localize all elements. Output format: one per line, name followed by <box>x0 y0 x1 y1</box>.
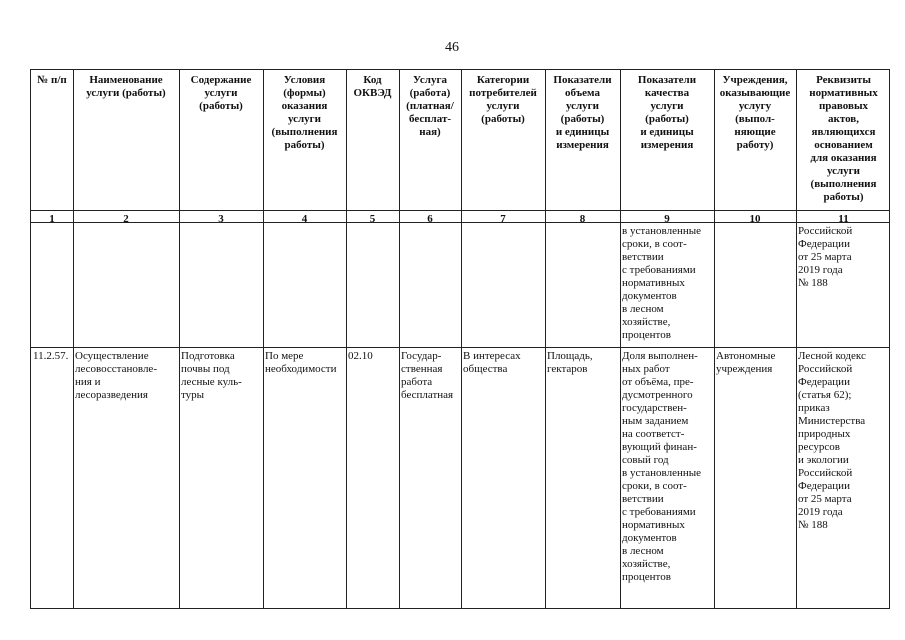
colnum-4: 4 <box>301 213 308 225</box>
header-service-name: Наименование услуги (работы) <box>86 74 166 99</box>
colnum-1: 1 <box>49 213 55 225</box>
header-conditions: Условия (формы) оказания услуги (выполнения работы) <box>271 74 338 151</box>
row-legal-acts: Лесной кодекс Российской Федерации (статья 62); приказ Министерства природных ресурсов и экологии Российской Федерации от 25 марта 2019 года № 188 <box>798 350 866 531</box>
header-quality-indicators: Показатели качества услуги (работы) и единицы измерения <box>637 74 697 151</box>
row-service-name: Осуществление лесовосстановле- ния и лесоразведения <box>75 350 157 401</box>
colnum-9: 9 <box>664 213 670 225</box>
page-number: 46 <box>445 40 459 55</box>
row-consumers: В интересах общества <box>463 350 521 375</box>
colnum-6: 6 <box>427 213 433 225</box>
row-paid-free: Государ- ственная работа бесплатная <box>401 350 454 401</box>
row-volume-indicators: Площадь, гектаров <box>547 350 593 375</box>
row-number: 11.2.57. <box>33 350 69 362</box>
colnum-11: 11 <box>838 213 849 225</box>
header-service-content: Содержание услуги (работы) <box>190 74 252 112</box>
header-okved: Код ОКВЭД <box>353 74 392 99</box>
row-okved: 02.10 <box>348 350 373 362</box>
header-volume-indicators: Показатели объема услуги (работы) и единицы измерения <box>553 74 612 151</box>
row-quality-indicators: Доля выполнен- ных работ от объёма, пре- дусмотренного государствен- ным заданием на соответст- вующий финан- совый год в установленные сроки, в соот- ветствии с требованиями нормативных документов в лесном хозяйстве, процентов <box>622 350 702 583</box>
colnum-10: 10 <box>749 213 761 225</box>
row-conditions: По мере необходимости <box>265 350 337 375</box>
colnum-2: 2 <box>123 213 129 225</box>
header-legal-acts: Реквизиты нормативных правовых актов, являющихся основанием для оказания услуги (выполнения работы) <box>809 74 878 203</box>
header-paid-free: Услуга (работа) (платная/ бесплат- ная) <box>406 74 454 138</box>
header-num: № п/п <box>37 74 67 86</box>
header-institutions: Учреждения, оказывающие услугу (выпол- няющие работу) <box>719 74 791 151</box>
header-consumers: Категории потребителей услуги (работы) <box>469 74 537 125</box>
colnum-5: 5 <box>369 213 376 225</box>
colnum-3: 3 <box>218 213 224 225</box>
colnum-7: 7 <box>500 213 506 225</box>
continued-quality-indicators: в установленные сроки, в соот- ветствии с требованиями нормативных документов в лесном хозяйстве, процентов <box>622 225 702 341</box>
row-institutions: Автономные учреждения <box>716 350 776 375</box>
colnum-8: 8 <box>579 213 586 225</box>
continued-legal-acts: Российской Федерации от 25 марта 2019 года № 188 <box>798 225 853 289</box>
services-table <box>30 69 890 609</box>
row-service-content: Подготовка почвы под лесные куль- туры <box>181 350 242 401</box>
